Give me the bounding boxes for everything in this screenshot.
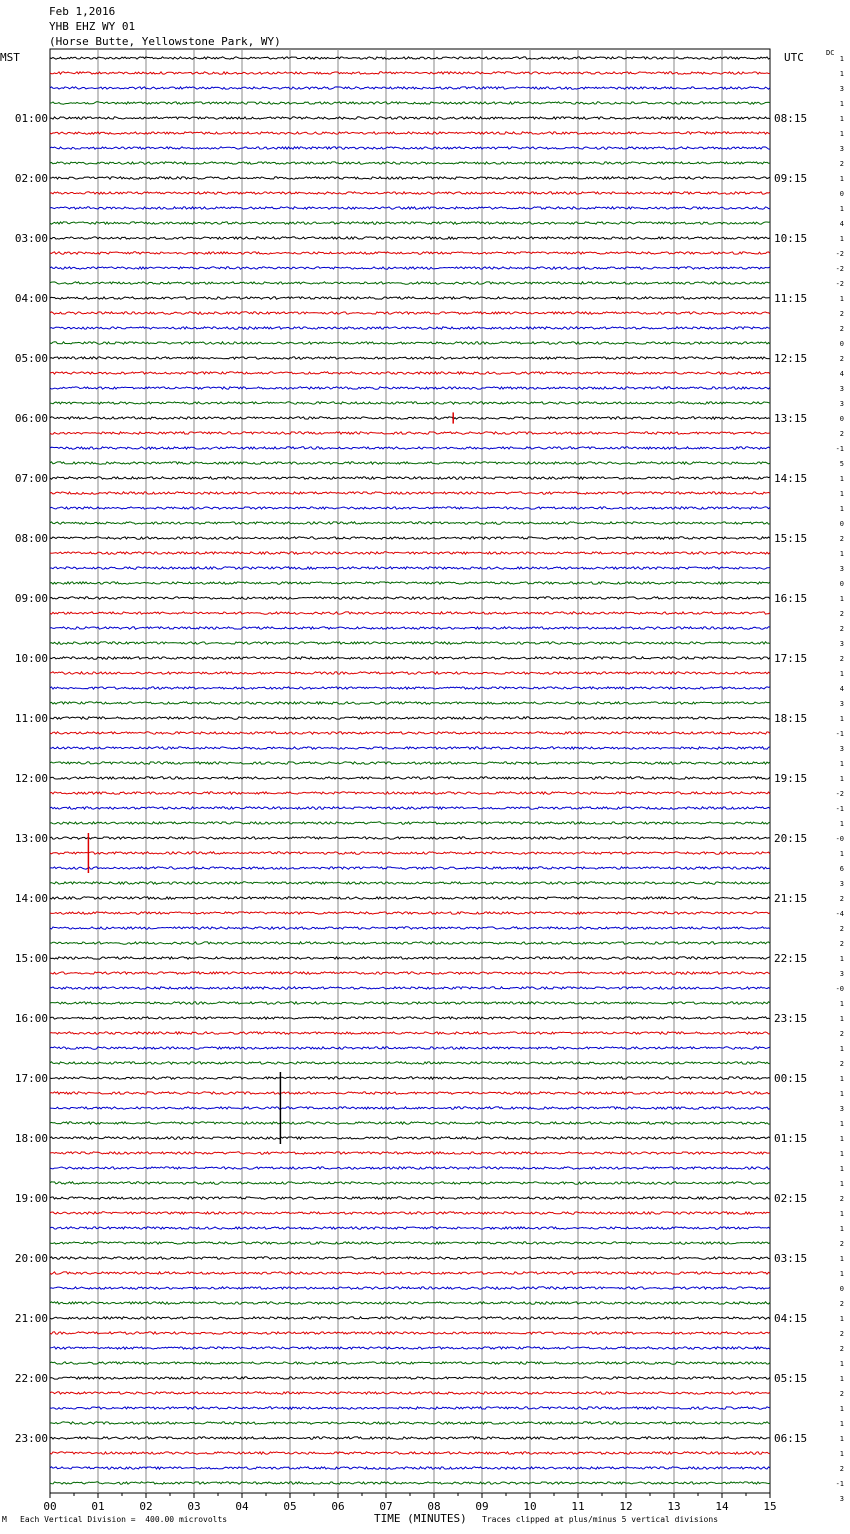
right-hour-label: 02:15 — [774, 1192, 808, 1205]
dc-offset-label: 1 — [839, 820, 844, 828]
x-tick-label: 00 — [43, 1500, 57, 1513]
trace-row — [50, 1482, 770, 1484]
trace-row — [50, 402, 770, 404]
dc-offset-label: 1 — [839, 1180, 844, 1188]
trace-row — [50, 492, 770, 494]
dc-offset-label: 3 — [839, 745, 844, 753]
trace-row — [50, 612, 770, 614]
trace-row — [50, 327, 770, 329]
trace-row — [50, 1332, 770, 1334]
dc-offset-label: 0 — [839, 190, 844, 198]
dc-offset-label: 3 — [839, 640, 844, 648]
left-hour-label: 20:00 — [14, 1252, 48, 1265]
dc-offset-label: 1 — [839, 850, 844, 858]
x-tick-label: 11 — [571, 1500, 585, 1513]
trace-row — [50, 222, 770, 224]
dc-offset-label: 1 — [839, 490, 844, 498]
dc-offset-label: 1 — [839, 1120, 844, 1128]
trace-row — [50, 162, 770, 164]
x-axis-label: TIME (MINUTES) — [374, 1512, 467, 1525]
trace-row — [50, 552, 770, 554]
dc-offset-label: 1 — [839, 1045, 844, 1053]
x-tick-label: 04 — [235, 1500, 249, 1513]
dc-offset-label: 6 — [839, 865, 844, 873]
trace-row — [50, 447, 770, 449]
trace-row — [50, 417, 770, 419]
dc-offset-label: 1 — [839, 1315, 844, 1323]
x-tick-label: 06 — [331, 1500, 345, 1513]
x-tick-label: 10 — [523, 1500, 537, 1513]
dc-offset-label: -2 — [835, 280, 844, 288]
header-date: Feb 1,2016 — [49, 5, 116, 18]
trace-row — [50, 1272, 770, 1274]
trace-row — [50, 1197, 770, 1199]
dc-offset-label: 1 — [839, 1165, 844, 1173]
trace-row — [50, 237, 770, 239]
dc-offset-label: 1 — [839, 295, 844, 303]
dc-offset-label: 1 — [839, 1420, 844, 1428]
dc-offset-label: 1 — [839, 1000, 844, 1008]
trace-row — [50, 762, 770, 764]
x-tick-label: 05 — [283, 1500, 297, 1513]
dc-offset-label: 1 — [839, 475, 844, 483]
trace-row — [50, 57, 770, 59]
trace-row — [50, 687, 770, 689]
dc-offset-label: 1 — [839, 1435, 844, 1443]
left-hour-label: 18:00 — [14, 1132, 48, 1145]
trace-row — [50, 972, 770, 974]
trace-row — [50, 252, 770, 254]
clip-note: Traces clipped at plus/minus 5 vertical divisions — [482, 1515, 719, 1524]
dc-offset-label: 1 — [839, 1075, 844, 1083]
dc-offset-label: 1 — [839, 775, 844, 783]
dc-offset-label: 2 — [839, 310, 844, 318]
trace-row — [50, 1092, 770, 1094]
dc-offset-label: 1 — [839, 1135, 844, 1143]
trace-row — [50, 597, 770, 599]
dc-offset-label: 3 — [839, 1495, 844, 1503]
dc-offset-label: -2 — [835, 265, 844, 273]
trace-row — [50, 822, 770, 824]
left-timezone-label: MST — [0, 51, 20, 64]
trace-row — [50, 192, 770, 194]
left-hour-label: 03:00 — [14, 232, 48, 245]
right-hour-label: 21:15 — [774, 892, 808, 905]
trace-row — [50, 627, 770, 629]
right-hour-label: 11:15 — [774, 292, 808, 305]
dc-offset-label: 1 — [839, 715, 844, 723]
trace-row — [50, 522, 770, 524]
right-hour-label: 00:15 — [774, 1072, 808, 1085]
left-hour-label: 13:00 — [14, 832, 48, 845]
right-hour-label: 16:15 — [774, 592, 808, 605]
dc-offset-label: 1 — [839, 595, 844, 603]
trace-row — [50, 1347, 770, 1349]
trace-row — [50, 1077, 770, 1079]
dc-offset-label: 1 — [839, 130, 844, 138]
trace-row — [50, 1122, 770, 1124]
dc-offset-label: -1 — [835, 445, 844, 453]
left-hour-label: 02:00 — [14, 172, 48, 185]
left-hour-label: 21:00 — [14, 1312, 48, 1325]
dc-offset-label: 0 — [839, 340, 844, 348]
dc-offset-label: 3 — [839, 700, 844, 708]
trace-row — [50, 357, 770, 359]
trace-row — [50, 207, 770, 209]
right-hour-label: 09:15 — [774, 172, 808, 185]
left-hour-label: 15:00 — [14, 952, 48, 965]
trace-row — [50, 132, 770, 134]
x-tick-label: 03 — [187, 1500, 201, 1513]
dc-offset-label: 1 — [839, 1270, 844, 1278]
trace-row — [50, 1182, 770, 1184]
dc-offset-label: -4 — [835, 910, 844, 918]
trace-row — [50, 1152, 770, 1154]
right-hour-label: 15:15 — [774, 532, 808, 545]
trace-row — [50, 102, 770, 104]
dc-offset-label: 2 — [839, 1240, 844, 1248]
dc-offset-label: 2 — [839, 355, 844, 363]
trace-row — [50, 72, 770, 74]
right-hour-label: 14:15 — [774, 472, 808, 485]
trace-row — [50, 642, 770, 644]
dc-offset-label: 1 — [839, 1150, 844, 1158]
dc-offset-label: 1 — [839, 1405, 844, 1413]
dc-offset-label: 0 — [839, 580, 844, 588]
dc-offset-label: -2 — [835, 250, 844, 258]
x-tick-label: 01 — [91, 1500, 105, 1513]
trace-row — [50, 342, 770, 344]
dc-offset-label: 1 — [839, 55, 844, 63]
trace-row — [50, 657, 770, 659]
trace-row — [50, 1212, 770, 1214]
dc-offset-label: 4 — [839, 220, 844, 228]
trace-row — [50, 1107, 770, 1109]
dc-offset-label: 1 — [839, 1360, 844, 1368]
right-hour-label: 22:15 — [774, 952, 808, 965]
right-hour-label: 10:15 — [774, 232, 808, 245]
trace-row — [50, 582, 770, 584]
dc-offset-label: 2 — [839, 625, 844, 633]
dc-offset-label: 2 — [839, 535, 844, 543]
dc-offset-label: 3 — [839, 400, 844, 408]
x-tick-label: 14 — [715, 1500, 729, 1513]
trace-row — [50, 867, 770, 869]
trace-row — [50, 1377, 770, 1379]
trace-row — [50, 1317, 770, 1319]
trace-row — [50, 1437, 770, 1439]
dc-offset-label: -0 — [835, 985, 844, 993]
dc-offset-label: -0 — [835, 835, 844, 843]
trace-row — [50, 1392, 770, 1394]
dc-offset-label: 1 — [839, 175, 844, 183]
trace-row — [50, 912, 770, 914]
trace-row — [50, 87, 770, 89]
right-hour-label: 05:15 — [774, 1372, 808, 1385]
dc-offset-label: 4 — [839, 685, 844, 693]
trace-row — [50, 747, 770, 749]
dc-offset-label: 1 — [839, 1225, 844, 1233]
trace-row — [50, 927, 770, 929]
trace-row — [50, 177, 770, 179]
trace-row — [50, 267, 770, 269]
trace-row — [50, 717, 770, 719]
header-location: (Horse Butte, Yellowstone Park, WY) — [49, 35, 281, 48]
dc-offset-label: 1 — [839, 70, 844, 78]
left-hour-label: 08:00 — [14, 532, 48, 545]
dc-offset-label: 3 — [839, 145, 844, 153]
right-timezone-label: UTC — [784, 51, 804, 64]
x-tick-label: 02 — [139, 1500, 153, 1513]
left-hour-label: 16:00 — [14, 1012, 48, 1025]
left-hour-label: 17:00 — [14, 1072, 48, 1085]
trace-row — [50, 1032, 770, 1034]
trace-row — [50, 807, 770, 809]
trace-row — [50, 942, 770, 944]
dc-offset-label: 2 — [839, 655, 844, 663]
trace-row — [50, 1422, 770, 1424]
trace-row — [50, 1302, 770, 1304]
trace-row — [50, 372, 770, 374]
trace-row — [50, 387, 770, 389]
dc-offset-label: 2 — [839, 1195, 844, 1203]
dc-offset-label: -1 — [835, 730, 844, 738]
dc-offset-label: 1 — [839, 505, 844, 513]
trace-row — [50, 117, 770, 119]
trace-row — [50, 462, 770, 464]
dc-offset-label: 1 — [839, 955, 844, 963]
trace-row — [50, 1017, 770, 1019]
corner-mark: M — [2, 1515, 7, 1524]
right-hour-label: 23:15 — [774, 1012, 808, 1025]
dc-offset-label: 1 — [839, 1375, 844, 1383]
dc-offset-label: 3 — [839, 970, 844, 978]
dc-label: DC — [826, 49, 835, 57]
left-hour-label: 23:00 — [14, 1432, 48, 1445]
trace-row — [50, 1467, 770, 1469]
dc-offset-label: 1 — [839, 235, 844, 243]
dc-offset-label: 2 — [839, 1465, 844, 1473]
trace-row — [50, 537, 770, 539]
trace-row — [50, 477, 770, 479]
dc-offset-label: 2 — [839, 160, 844, 168]
trace-row — [50, 702, 770, 704]
dc-offset-label: 2 — [839, 1300, 844, 1308]
left-hour-label: 01:00 — [14, 112, 48, 125]
dc-offset-label: 0 — [839, 520, 844, 528]
trace-row — [50, 792, 770, 794]
left-hour-label: 07:00 — [14, 472, 48, 485]
trace-row — [50, 1047, 770, 1049]
x-tick-label: 12 — [619, 1500, 633, 1513]
dc-offset-label: 2 — [839, 1330, 844, 1338]
dc-offset-label: 2 — [839, 895, 844, 903]
trace-row — [50, 432, 770, 434]
dc-offset-label: 1 — [839, 670, 844, 678]
dc-offset-label: 3 — [839, 565, 844, 573]
x-tick-label: 07 — [379, 1500, 393, 1513]
trace-row — [50, 1227, 770, 1229]
dc-offset-label: 2 — [839, 1345, 844, 1353]
dc-offset-label: 3 — [839, 385, 844, 393]
left-hour-label: 12:00 — [14, 772, 48, 785]
right-hour-label: 13:15 — [774, 412, 808, 425]
trace-row — [50, 1287, 770, 1289]
trace-row — [50, 1167, 770, 1169]
right-hour-label: 03:15 — [774, 1252, 808, 1265]
dc-offset-label: 2 — [839, 430, 844, 438]
trace-row — [50, 987, 770, 989]
dc-offset-label: 2 — [839, 610, 844, 618]
dc-offset-label: 1 — [839, 1090, 844, 1098]
dc-offset-label: 1 — [839, 550, 844, 558]
right-hour-label: 17:15 — [774, 652, 808, 665]
trace-row — [50, 507, 770, 509]
x-tick-label: 08 — [427, 1500, 441, 1513]
dc-offset-label: 3 — [839, 85, 844, 93]
trace-row — [50, 1257, 770, 1259]
dc-offset-label: 2 — [839, 940, 844, 948]
x-tick-label: 13 — [667, 1500, 681, 1513]
right-hour-label: 04:15 — [774, 1312, 808, 1325]
dc-offset-label: 1 — [839, 1015, 844, 1023]
trace-row — [50, 147, 770, 149]
dc-offset-label: 2 — [839, 925, 844, 933]
trace-row — [50, 312, 770, 314]
right-hour-label: 19:15 — [774, 772, 808, 785]
trace-row — [50, 882, 770, 884]
dc-offset-label: 3 — [839, 1105, 844, 1113]
right-hour-label: 18:15 — [774, 712, 808, 725]
dc-offset-label: 1 — [839, 205, 844, 213]
right-hour-label: 08:15 — [774, 112, 808, 125]
trace-row — [50, 567, 770, 569]
left-hour-label: 09:00 — [14, 592, 48, 605]
dc-offset-label: 5 — [839, 460, 844, 468]
trace-row — [50, 897, 770, 899]
dc-offset-label: -2 — [835, 790, 844, 798]
left-hour-label: 11:00 — [14, 712, 48, 725]
dc-offset-label: 1 — [839, 1255, 844, 1263]
dc-offset-label: 1 — [839, 115, 844, 123]
trace-row — [50, 777, 770, 779]
trace-row — [50, 1362, 770, 1364]
trace-row — [50, 672, 770, 674]
trace-row — [50, 1137, 770, 1139]
trace-row — [50, 852, 770, 854]
dc-offset-label: 2 — [839, 325, 844, 333]
dc-offset-label: 0 — [839, 415, 844, 423]
left-hour-label: 04:00 — [14, 292, 48, 305]
left-hour-label: 14:00 — [14, 892, 48, 905]
x-tick-label: 15 — [763, 1500, 777, 1513]
dc-offset-label: 4 — [839, 370, 844, 378]
left-hour-label: 19:00 — [14, 1192, 48, 1205]
scale-note: Each Vertical Division = 400.00 microvolts — [20, 1515, 228, 1524]
dc-offset-label: 2 — [839, 1060, 844, 1068]
right-hour-label: 06:15 — [774, 1432, 808, 1445]
right-hour-label: 12:15 — [774, 352, 808, 365]
plot-frame — [50, 49, 770, 1493]
trace-row — [50, 837, 770, 839]
trace-row — [50, 1002, 770, 1004]
dc-offset-label: 3 — [839, 880, 844, 888]
trace-row — [50, 957, 770, 959]
dc-offset-label: 1 — [839, 1210, 844, 1218]
trace-row — [50, 732, 770, 734]
trace-row — [50, 1242, 770, 1244]
trace-row — [50, 297, 770, 299]
trace-row — [50, 1062, 770, 1064]
x-tick-label: 09 — [475, 1500, 489, 1513]
left-hour-label: 05:00 — [14, 352, 48, 365]
left-hour-label: 10:00 — [14, 652, 48, 665]
dc-offset-label: 1 — [839, 100, 844, 108]
dc-offset-label: 2 — [839, 1390, 844, 1398]
trace-row — [50, 1452, 770, 1454]
dc-offset-label: 1 — [839, 1450, 844, 1458]
dc-offset-label: 1 — [839, 760, 844, 768]
right-hour-label: 01:15 — [774, 1132, 808, 1145]
dc-offset-label: 2 — [839, 1030, 844, 1038]
dc-offset-label: 0 — [839, 1285, 844, 1293]
right-hour-label: 20:15 — [774, 832, 808, 845]
trace-row — [50, 282, 770, 284]
left-hour-label: 22:00 — [14, 1372, 48, 1385]
header-station: YHB EHZ WY 01 — [49, 20, 136, 33]
left-hour-label: 06:00 — [14, 412, 48, 425]
trace-row — [50, 1407, 770, 1409]
dc-offset-label: -1 — [835, 1480, 844, 1488]
dc-offset-label: -1 — [835, 805, 844, 813]
